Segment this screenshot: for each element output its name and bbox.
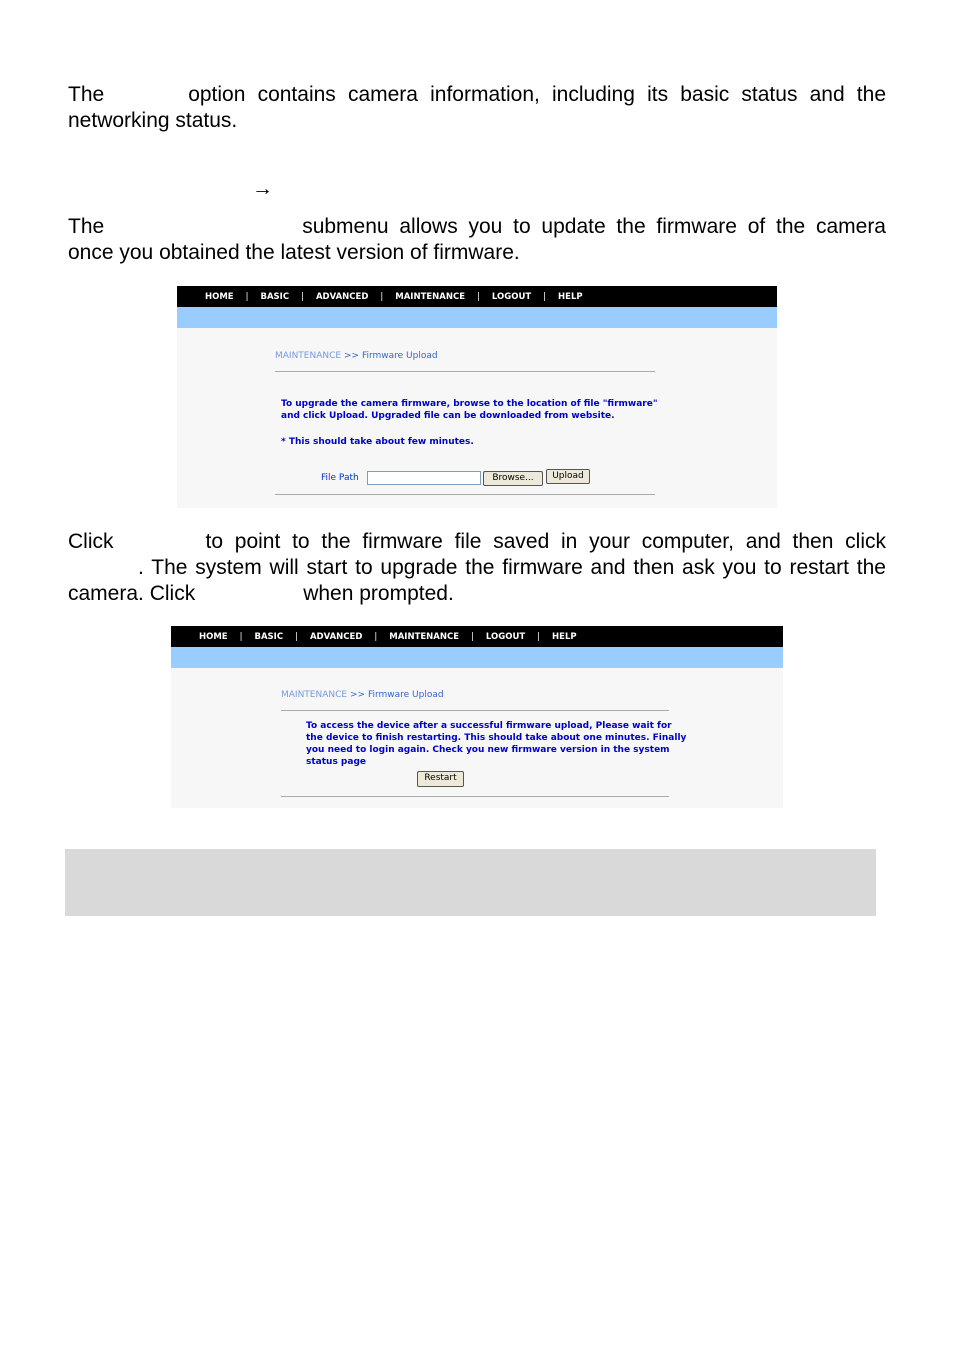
upgrade-note: * This should take about few minutes. bbox=[281, 437, 474, 447]
arrow-icon: → bbox=[252, 177, 273, 200]
nav-help[interactable]: HELP bbox=[552, 631, 577, 642]
upgrade-message-line1: To upgrade the camera firmware, browse to the location of file "firmware" bbox=[281, 399, 658, 409]
section-paragraph bbox=[68, 214, 886, 266]
intro-paragraph bbox=[68, 82, 886, 134]
nav-maintenance[interactable]: MAINTENANCE bbox=[395, 291, 466, 302]
nav-logout[interactable]: LOGOUT bbox=[485, 631, 526, 642]
restart-message-line2: the device to finish restarting. This should take about one minutes. Finally bbox=[306, 733, 687, 743]
section-the: The bbox=[68, 215, 105, 238]
nav-maintenance[interactable]: MAINTENANCE bbox=[389, 631, 460, 642]
upgrade-message-line2: and click Upload. Upgraded file can be downloaded from website. bbox=[281, 411, 615, 421]
restart-message-line4: status page bbox=[306, 757, 366, 767]
nav-advanced[interactable]: ADVANCED bbox=[315, 291, 369, 302]
intro-text: option contains camera information, including its basic status and the networking status. bbox=[68, 83, 886, 132]
restart-message-line1: To access the device after a successful firmware upload, Please wait for bbox=[306, 721, 672, 731]
instruction-part1: to point to the firmware file saved in your computer, and then click bbox=[205, 530, 886, 553]
divider-bottom bbox=[275, 494, 655, 495]
nav-home[interactable]: HOME bbox=[205, 291, 234, 302]
breadcrumb bbox=[275, 351, 438, 361]
browse-button[interactable]: Browse... bbox=[483, 471, 543, 486]
nav-bar: HOME | BASIC | ADVANCED | MAINTENANCE | LOGOUT | HELP bbox=[171, 626, 783, 647]
divider-top bbox=[281, 710, 669, 711]
breadcrumb-maintenance[interactable]: MAINTENANCE bbox=[281, 690, 348, 700]
nav-basic[interactable]: BASIC bbox=[260, 291, 290, 302]
instruction-part4: when prompted. bbox=[303, 582, 454, 605]
restart-screenshot bbox=[171, 626, 783, 808]
divider-top bbox=[275, 371, 655, 372]
breadcrumb bbox=[281, 690, 444, 700]
intro-the: The bbox=[68, 83, 105, 106]
section-text: submenu allows you to update the firmware of the camera once you obtained the latest version of firmware. bbox=[68, 215, 886, 264]
breadcrumb-separator: >> bbox=[343, 351, 360, 361]
nav-help[interactable]: HELP bbox=[558, 291, 583, 302]
restart-message-line3: you need to login again. Check you new firmware version in the system bbox=[306, 745, 670, 755]
firmware-upload-screenshot bbox=[177, 286, 777, 508]
note-box bbox=[65, 849, 876, 916]
nav-basic[interactable]: BASIC bbox=[254, 631, 284, 642]
instruction-paragraph bbox=[68, 529, 886, 607]
file-path-input[interactable] bbox=[367, 471, 481, 485]
restart-button[interactable]: Restart bbox=[417, 771, 464, 787]
instruction-click: Click bbox=[68, 530, 114, 553]
divider-bottom bbox=[281, 796, 669, 797]
breadcrumb-current: Firmware Upload bbox=[367, 690, 444, 700]
nav-home[interactable]: HOME bbox=[199, 631, 228, 642]
upload-button[interactable]: Upload bbox=[546, 469, 590, 484]
restart-message bbox=[306, 720, 686, 768]
breadcrumb-current: Firmware Upload bbox=[361, 351, 438, 361]
blue-banner bbox=[171, 647, 783, 668]
nav-bar: HOME | BASIC | ADVANCED | MAINTENANCE | LOGOUT | HELP bbox=[177, 286, 777, 307]
nav-advanced[interactable]: ADVANCED bbox=[309, 631, 363, 642]
file-path-label: File Path bbox=[321, 473, 359, 483]
instruction-part2: . The system will start to upgrade the firmware and then ask you to restart bbox=[138, 556, 849, 579]
breadcrumb-separator: >> bbox=[349, 690, 366, 700]
nav-logout[interactable]: LOGOUT bbox=[491, 291, 532, 302]
blue-banner bbox=[177, 307, 777, 328]
upgrade-message bbox=[281, 398, 658, 422]
breadcrumb-maintenance[interactable]: MAINTENANCE bbox=[275, 351, 342, 361]
instruction-part3: the camera. Click bbox=[68, 556, 886, 605]
